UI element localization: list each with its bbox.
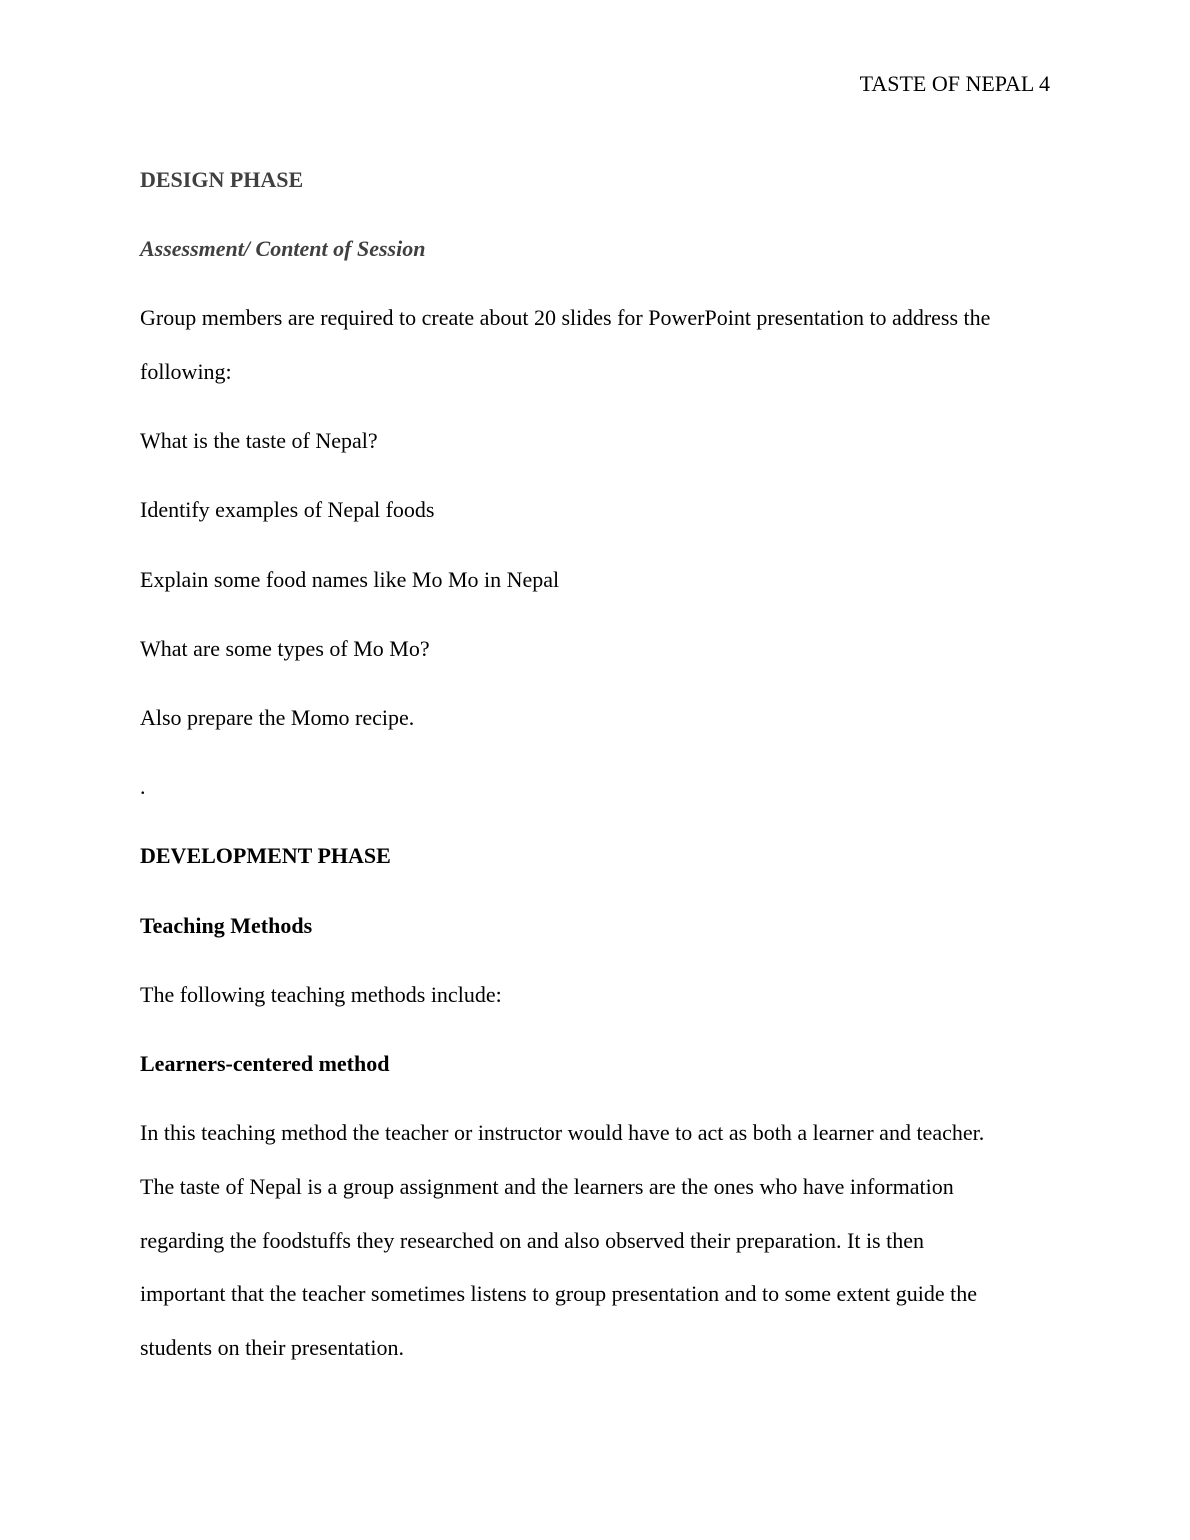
assessment-subheading: Assessment/ Content of Session: [140, 236, 426, 261]
stray-period: .: [140, 774, 146, 799]
paragraph-line: In this teaching method the teacher or instructor would have to act as both a learner and teacher.: [140, 1120, 985, 1145]
paragraph-line: students on their presentation.: [140, 1335, 404, 1360]
teaching-methods-intro: The following teaching methods include:: [140, 982, 502, 1007]
content-item: What is the taste of Nepal?: [140, 428, 378, 453]
learners-centered-heading: Learners-centered method: [140, 1051, 390, 1076]
development-phase-heading: DEVELOPMENT PHASE: [140, 843, 391, 868]
paragraph-line: regarding the foodstuffs they researched on and also observed their preparation. It is then: [140, 1228, 924, 1253]
intro-text-line: following:: [140, 359, 232, 384]
content-item: Also prepare the Momo recipe.: [140, 705, 415, 730]
intro-text-line: Group members are required to create about 20 slides for PowerPoint presentation to address the: [140, 305, 991, 330]
content-item: What are some types of Mo Mo?: [140, 636, 430, 661]
content-item: Identify examples of Nepal foods: [140, 497, 435, 522]
paragraph-line: The taste of Nepal is a group assignment and the learners are the ones who have information: [140, 1174, 954, 1199]
content-item: Explain some food names like Mo Mo in Nepal: [140, 567, 560, 592]
paragraph-line: important that the teacher sometimes listens to group presentation and to some extent guide the: [140, 1281, 978, 1306]
design-phase-heading: DESIGN PHASE: [140, 167, 304, 192]
running-head: TASTE OF NEPAL 4: [859, 71, 1050, 96]
teaching-methods-subheading: Teaching Methods: [140, 913, 313, 938]
